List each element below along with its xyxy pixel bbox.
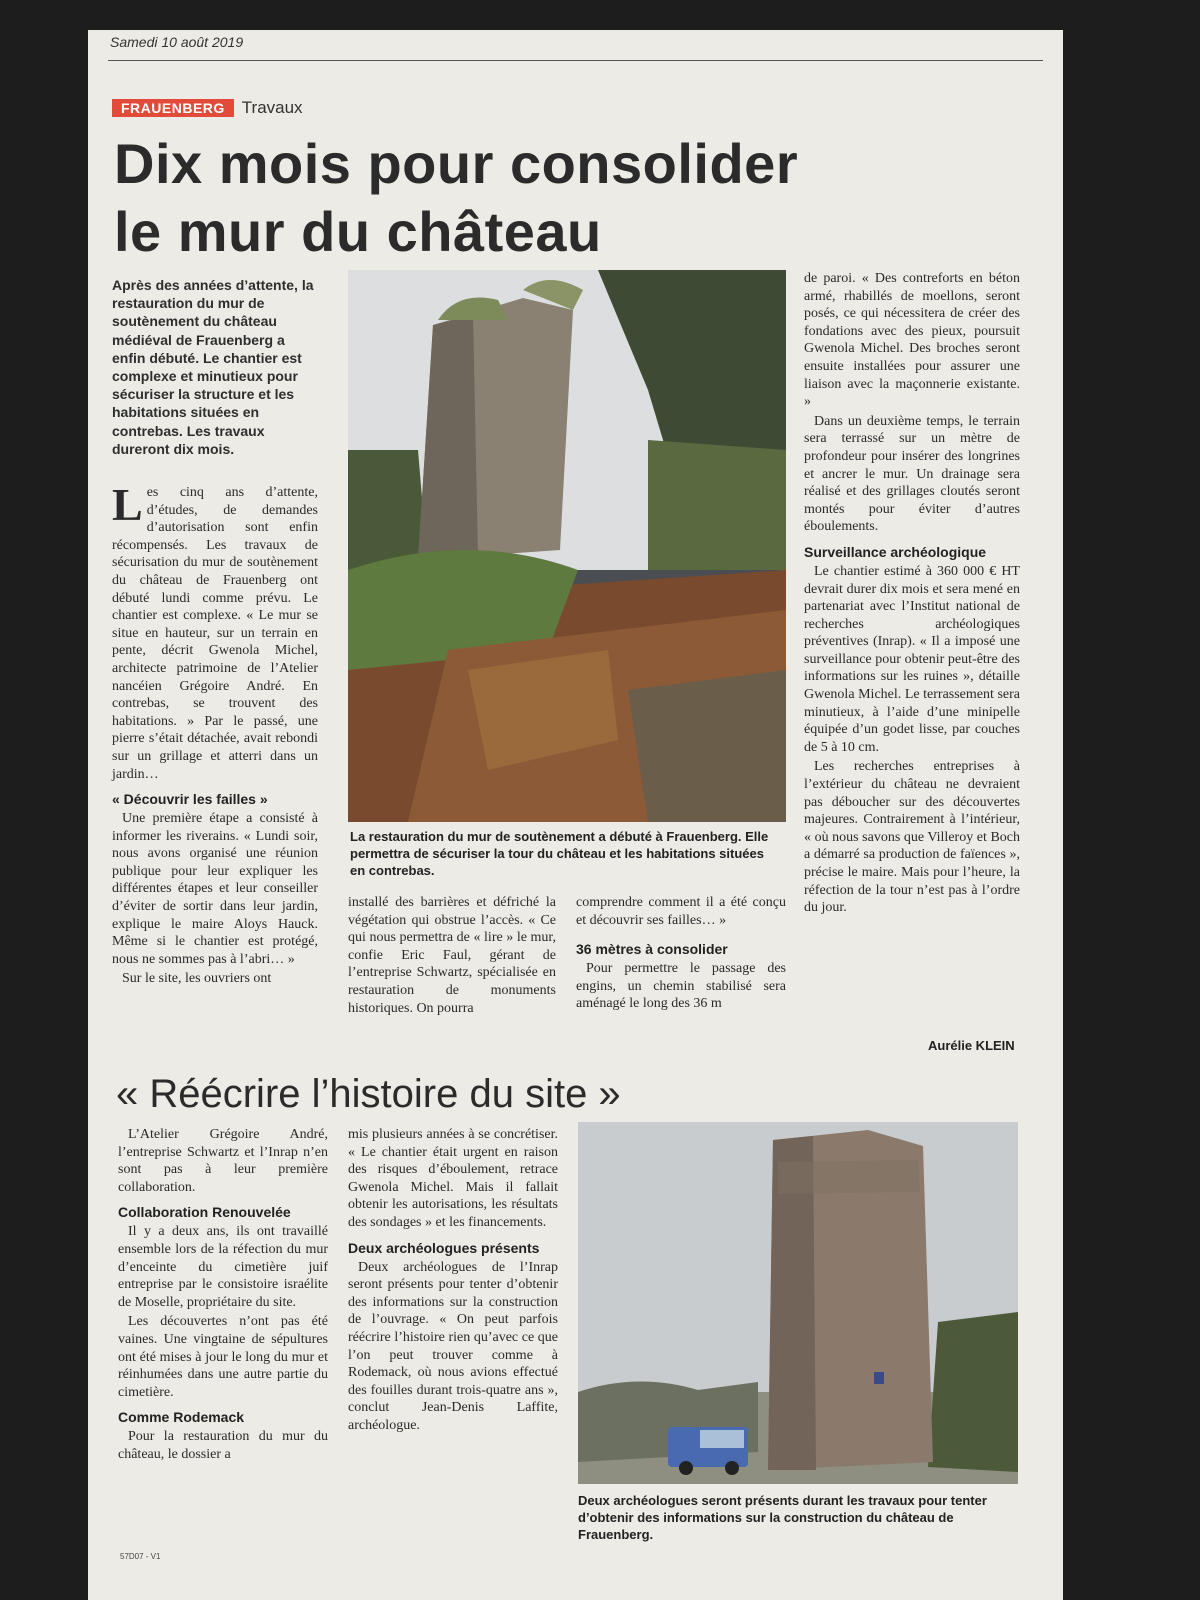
rubric-label: Travaux xyxy=(241,98,303,117)
paragraph: Dans un deuxième temps, le terrain sera terrassé sur un mètre de profondeur pour insérer des longrines et ancrer le mur. Un drainage sera réalisé et des grillages cloutés seront montés pour éviter d’autres éboulements. xyxy=(804,413,1020,535)
tower-photo-image xyxy=(348,270,786,822)
headline xyxy=(114,130,798,266)
article-column-4 xyxy=(804,270,1020,919)
paragraph: Les recherches entreprises à l’extérieur du château ne devraient pas déboucher sur des découvertes majeures. Contrairement à l’intérieur, « où nous savons que Villeroy et Boch a démarré sa production de faïences », précise le maire. Mais pour l’heure, la réfection de la tour n’est pas à l’ordre du jour. xyxy=(804,759,1020,916)
paragraph: Une première étape a consisté à informer les riverains. « Lundi soir, nous avons organisé une réunion publique pour leur expliquer les différentes étapes et leur conseiller d’éviter de sortir dans leur jardin, explique le maire Aloys Hauck. Même si le chantier est protégé, nous ne sommes pas à l’abri… » xyxy=(112,811,318,967)
folio: 57D07 - V1 xyxy=(120,1552,161,1561)
headline-line-1: Dix mois pour consolider xyxy=(114,132,799,195)
second-article-title: « Réécrire l’histoire du site » xyxy=(116,1072,621,1116)
subhead-rodemack: Comme Rodemack xyxy=(118,1409,245,1426)
article-column-3 xyxy=(576,894,786,1015)
subhead-surveillance: Surveillance archéologique xyxy=(804,543,987,560)
subhead-collaboration: Collaboration Renouvelée xyxy=(118,1204,291,1221)
paragraph: Le chantier estimé à 360 000 € HT devrait durer dix mois et sera mené en partenariat avec l’Institut national de recherches archéologiques préventives (Inrap). « Il a imposé une surveillance pour obtenir peut-être des informations sur les ruines », détaille Gwenola Michel. Le terrassement sera minutieux, à l’aide d’une minipelle équipée d’un godet lisse, par couches de 5 à 10 cm. xyxy=(804,563,1020,755)
location-tag: FRAUENBERG xyxy=(112,99,234,117)
paragraph: L’Atelier Grégoire André, l’entreprise Schwartz et l’Inrap n’en sont pas à leur première collaboration. xyxy=(118,1127,328,1195)
subhead-36-metres: 36 mètres à consolider xyxy=(576,941,728,958)
paragraph: Les découvertes n’ont pas été vaines. Une vingtaine de sépultures ont été mises à jour le long du mur et réinhumées dans une autre partie du cimetière. xyxy=(118,1314,328,1400)
issue-date: Samedi 10 août 2019 xyxy=(110,34,244,50)
photo-caption-2: Deux archéologues seront présents durant les travaux pour tenter d’obtenir des informations sur la construction du château de Frauenberg. xyxy=(578,1493,987,1542)
paragraph: installé des barrières et défriché la végétation qui obstrue l’accès. « Ce qui nous permettra de « lire » le mur, confie Eric Faul, gérant de l’entreprise Schwartz, spécialisée en restauration de monuments historiques. On pourra xyxy=(348,895,556,1016)
paragraph: comprendre comment il a été conçu et découvrir ses failles… » xyxy=(576,895,786,928)
second-article-column-2 xyxy=(348,1126,558,1437)
chapo: Après des années d’attente, la restauration du mur de soutènement du château médiéval de Frauenberg a enfin débuté. Le chantier est complexe et minutieux pour sécuriser la structure et les habitations situées en contrebas. Les travaux dureront dix mois. xyxy=(112,277,314,457)
paragraph: Il y a deux ans, ils ont travaillé ensemble lors de la réfection du mur d’enceinte du cimetière juif entreprise par le consistoire israélite de Moselle, propriétaire du site. xyxy=(118,1224,328,1310)
author-signature: Aurélie KLEIN xyxy=(928,1038,1015,1053)
lead-paragraph xyxy=(112,479,318,783)
second-article-column-1 xyxy=(118,1126,328,1466)
kicker xyxy=(112,98,303,118)
subhead-archeologues: Deux archéologues présents xyxy=(348,1239,540,1256)
paragraph: Sur le site, les ouvriers ont xyxy=(122,971,272,987)
article-column-1 xyxy=(112,479,318,990)
tower-photo xyxy=(348,270,786,822)
paragraph: Pour permettre le passage des engins, un chemin stabilisé sera aménagé le long des 36 m xyxy=(576,961,786,1012)
tower-photo-2-image xyxy=(578,1122,1018,1484)
article-column-2 xyxy=(348,894,556,1019)
subhead-failles: « Découvrir les failles » xyxy=(112,791,268,808)
drop-cap: L xyxy=(112,479,143,530)
newspaper-page xyxy=(88,30,1063,1600)
paragraph: mis plusieurs années à se concrétiser. « Le chantier était urgent en raison des risques d’éboulement, retrace Gwenola Michel. Mais il fallait obtenir les autorisations, les résultats des sondages » et les financements. xyxy=(348,1127,558,1230)
header-rule xyxy=(108,60,1043,61)
lead-text: es cinq ans d’attente, d’études, de demandes d’autorisation sont enfin récompensés. Les travaux de sécurisation du mur de soutènement du château de Frauenberg ont débuté lundi comme prévu. Le chantier est complexe. « Le mur se situe en hauteur, sur un terrain en pente, décrit Gwenola Michel, architecte patrimoine de l’Atelier nancéien Grégoire André. En contrebas, se trouvent des habitations. » Par le passé, une pierre s’était détachée, avait rebondi sur un grillage et atterri dans un jardin… xyxy=(112,485,318,782)
tower-photo-2 xyxy=(578,1122,1018,1484)
paragraph: Deux archéologues de l’Inrap seront présents pour tenter d’obtenir des informations sur la construction de l’ouvrage. « On peut parfois réécrire l’histoire rien qu’avec ce que l’on peut trouver comme à Rodemack, où nous avions effectué des fouilles durant trois-quatre ans », conclut Jean-Denis Laffite, archéologue. xyxy=(348,1259,558,1433)
paragraph: Pour la restauration du mur du château, le dossier a xyxy=(118,1429,328,1462)
headline-line-2: le mur du château xyxy=(114,200,602,263)
photo-caption-1: La restauration du mur de soutènement a débuté à Frauenberg. Elle permettra de sécuriser la tour du château et les habitations situées en contrebas. xyxy=(350,829,769,878)
paragraph: de paroi. « Des contreforts en béton armé, rhabillés de moellons, seront posés, ce qui nécessitera de créer des fondations avec des pieux, poursuit Gwenola Michel. Des broches seront ensuite installées pour assurer une liaison avec la maçonnerie existante. » xyxy=(804,271,1020,410)
